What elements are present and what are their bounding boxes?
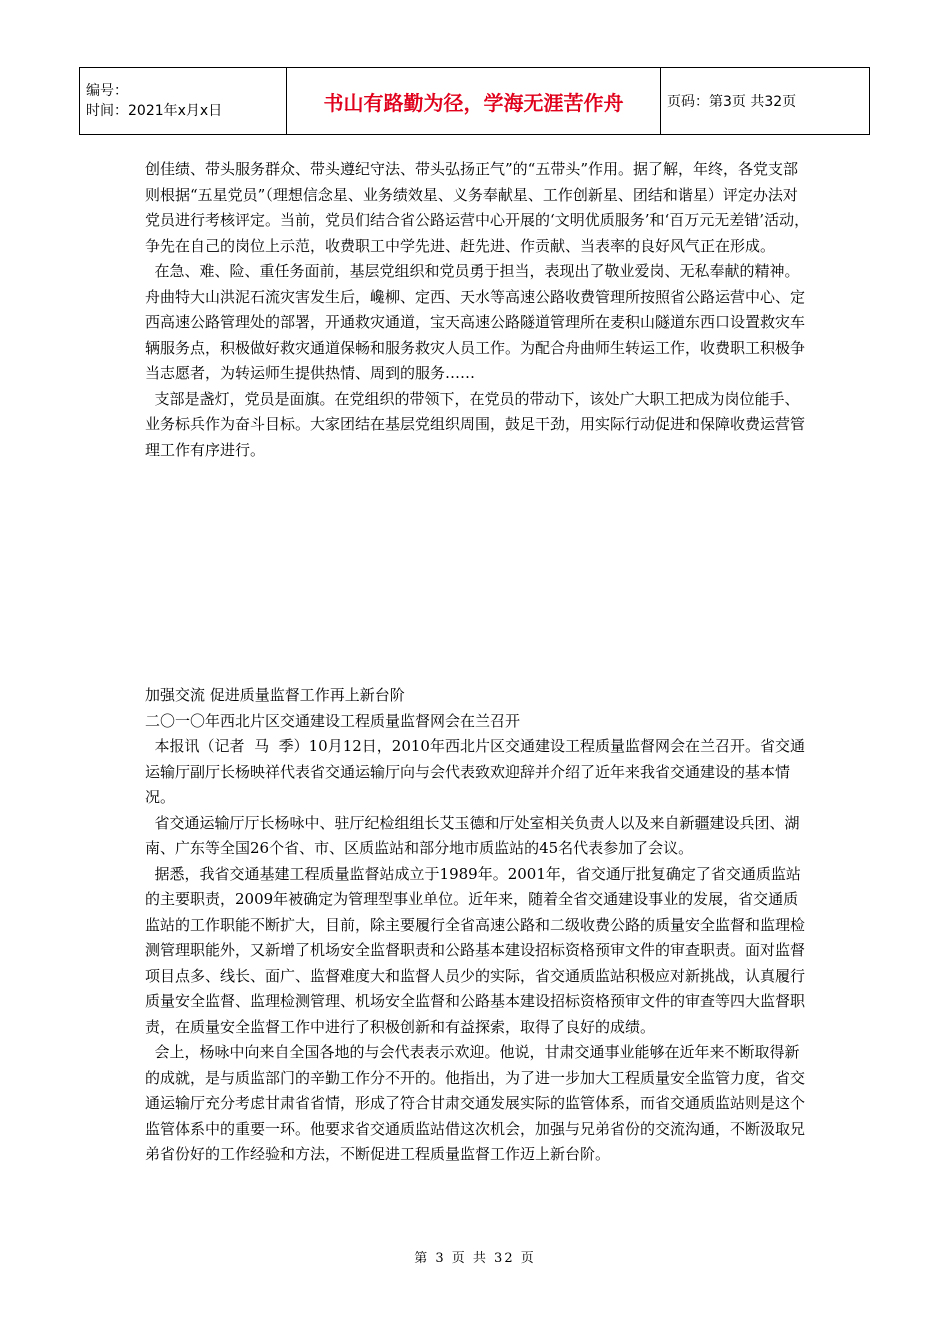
serial-label: 编号： bbox=[86, 83, 128, 99]
paragraph: 支部是盏灯，党员是面旗。在党组织的带领下，在党员的带动下，该处广大职工把成为岗位能手、业务标兵作为奋斗目标。大家团结在基层党组织周围，鼓足干劲，用实际行动促进和保障收费运营管理工作有序进行。 bbox=[145, 389, 806, 459]
paragraph: 本报讯（记者 马 季）10月12日，2010年西北片区交通建设工程质量监督网会在兰召开。省交通运输厅副厅长杨映祥代表省交通运输厅向与会代表致欢迎辞并介绍了近年来我省交通建设的基本情况。 bbox=[145, 737, 805, 806]
page-header bbox=[79, 67, 870, 135]
page-footer: 第 3 页 共 32 页 bbox=[414, 1251, 536, 1266]
header-page-info: 页码：第3页 共32页 bbox=[661, 68, 870, 135]
time-label: 时间：2021年x月x日 bbox=[86, 103, 223, 119]
paragraph: 会上，杨咏中向来自全国各地的与会代表表示欢迎。他说，甘肃交通事业能够在近年来不断取得新的成就，是与质监部门的辛勤工作分不开的。他指出，为了进一步加大工程质量安全监管力度，省交通运输厅充分考虑甘肃省省情，形成了符合甘肃交通发展实际的监管体系，而省交通质监站则是这个监管体系中的重要一环。他要求省交通质监站借这次机会，加强与兄弟省份的交流沟通，不断汲取兄弟省份好的工作经验和方法，不断促进工程质量监督工作迈上新台阶。 bbox=[145, 1043, 806, 1163]
paragraph: 创佳绩、带头服务群众、带头遵纪守法、带头弘扬正气”的“五带头”作用。据了解，年终，各党支部则根据“五星党员”（理想信念星、业务绩效星、义务奉献星、工作创新星、团结和谐星）评定办法对党员进行考核评定。当前，党员们结合省公路运营中心开展的‘文明优质服务’和‘百万元无差错’活动，争先在自己的岗位上示范，收费职工中学先进、赶先进、作贡献、当表率的良好风气正在形成。 bbox=[145, 160, 810, 255]
article-continuation bbox=[145, 157, 810, 463]
paragraph: 省交通运输厅厅长杨咏中、驻厅纪检组组长艾玉德和厅处室相关负责人以及来自新疆建设兵团、湖南、广东等全国26个省、市、区质监站和部分地市质监站的45名代表参加了会议。 bbox=[145, 813, 800, 857]
paragraph: 在急、难、险、重任务面前，基层党组织和党员勇于担当，表现出了敬业爱岗、无私奉献的精神。舟曲特大山洪泥石流灾害发生后，巉柳、定西、天水等高速公路收费管理所按照省公路运营中心、定西高速公路管理处的部署，开通救灾通道，宝天高速公路隧道管理所在麦积山隧道东西口设置救灾车辆服务点，积极做好救灾通道保畅和服务救灾人员工作。为配合舟曲师生转运工作，收费职工积极争当志愿者，为转运师生提供热情、周到的服务…… bbox=[145, 262, 806, 382]
paragraph: 据悉，我省交通基建工程质量监督站成立于1989年。2001年，省交通厅批复确定了省交通质监站的主要职责，2009年被确定为管理型事业单位。近年来，随着全省交通建设事业的发展，省交通质监站的工作职能不断扩大，目前，除主要履行全省高速公路和二级收费公路的质量安全监督和监理检测管理职能外，又新增了机场安全监督职责和公路基本建设招标资格预审文件的审查职责。面对监督项目点多、线长、面广、监督难度大和监督人员少的实际，省交通质监站积极应对新挑战，认真履行质量安全监督、监理检测管理、机场安全监督和公路基本建设招标资格预审文件的审查等四大监督职责，在质量安全监督工作中进行了积极创新和有益探索，取得了良好的成绩。 bbox=[145, 864, 806, 1036]
article-subtitle: 二〇一〇年西北片区交通建设工程质量监督网会在兰召开 bbox=[145, 711, 521, 730]
header-meta bbox=[80, 68, 287, 135]
article-quality-meeting bbox=[145, 683, 810, 1168]
header-motto: 书山有路勤为径，学海无涯苦作舟 bbox=[287, 68, 661, 135]
article-title: 加强交流 促进质量监督工作再上新台阶 bbox=[145, 686, 405, 704]
